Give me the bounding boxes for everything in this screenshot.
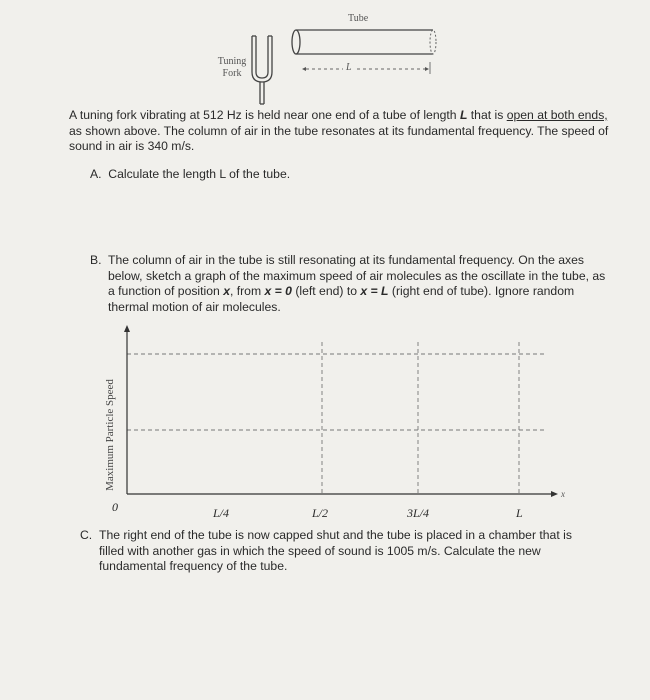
intro-line1-b: that is (467, 108, 507, 122)
part-b-line3-c: (left end) to (291, 284, 361, 298)
part-b-line3-a: a function of position (108, 284, 224, 298)
graph-ylabel-wrapper (104, 375, 118, 495)
part-b-line3-xL: x = L (360, 284, 389, 298)
tube-label: Tube (348, 13, 369, 24)
length-arrow (302, 62, 430, 74)
tick-label-L-2: L/2 (312, 506, 329, 520)
tube-drawing (292, 30, 436, 54)
part-c-line3: fundamental frequency of the tube. (99, 559, 288, 573)
part-b-line3-b: , from (229, 284, 265, 298)
fork-label-line1: Tuning (217, 56, 247, 67)
part-c-text (99, 528, 619, 575)
intro-line3: sound in air is 340 m/s. (69, 139, 195, 153)
part-c-line1: The right end of the tube is now capped shut and the tube is placed in a chamber that is (99, 528, 572, 542)
part-b-line1: The column of air in the tube is still resonating at its fundamental frequency. On the axes (108, 253, 585, 267)
part-b-line2: below, sketch a graph of the maximum speed of air molecules as the oscillate in the tube, as (108, 268, 606, 283)
part-a-letter: A. (90, 167, 102, 181)
part-c-line2: filled with another gas in which the speed of sound is 1005 m/s. Calculate the new (99, 543, 541, 558)
part-c-letter: C. (80, 528, 93, 542)
part-a-text: Calculate the length L of the tube. (108, 167, 291, 181)
tick-label-3L-4: 3L/4 (407, 506, 430, 520)
part-a (90, 167, 290, 183)
graph-axes (124, 325, 558, 497)
part-b-letter: B. (90, 253, 102, 267)
part-b-line3-x: x (223, 284, 230, 298)
intro-line1-a: A tuning fork vibrating at 512 Hz is held near one end of a tube of length (69, 108, 460, 122)
tuning-fork-drawing (252, 36, 272, 104)
tuning-fork-tube-figure (0, 0, 650, 110)
tick-label-L: L (516, 506, 523, 520)
intro-paragraph (69, 108, 629, 155)
fork-label-line2: Fork (222, 68, 242, 79)
graph-ylabel: Maximum Particle Speed (104, 379, 116, 491)
graph-x-axis-symbol: x (561, 489, 565, 499)
length-label: L (346, 62, 352, 73)
graph-origin: 0 (112, 500, 118, 514)
part-b-line3-x0: x = 0 (264, 284, 292, 298)
tick-label-L-4: L/4 (213, 506, 230, 520)
part-b-text (108, 253, 608, 315)
part-b-line4: thermal motion of air molecules. (108, 299, 281, 314)
part-b-line3-d: (right end of tube). Ignore random (388, 284, 575, 298)
intro-line1-L: L (459, 108, 468, 122)
speed-graph (0, 320, 650, 520)
graph-grid (127, 342, 545, 494)
intro-line1-underlined: open at both ends, (506, 108, 608, 122)
tuning-fork-label (212, 56, 252, 80)
intro-line2: as shown above. The column of air in the tube resonates at its fundamental frequency. The speed of (69, 123, 609, 138)
